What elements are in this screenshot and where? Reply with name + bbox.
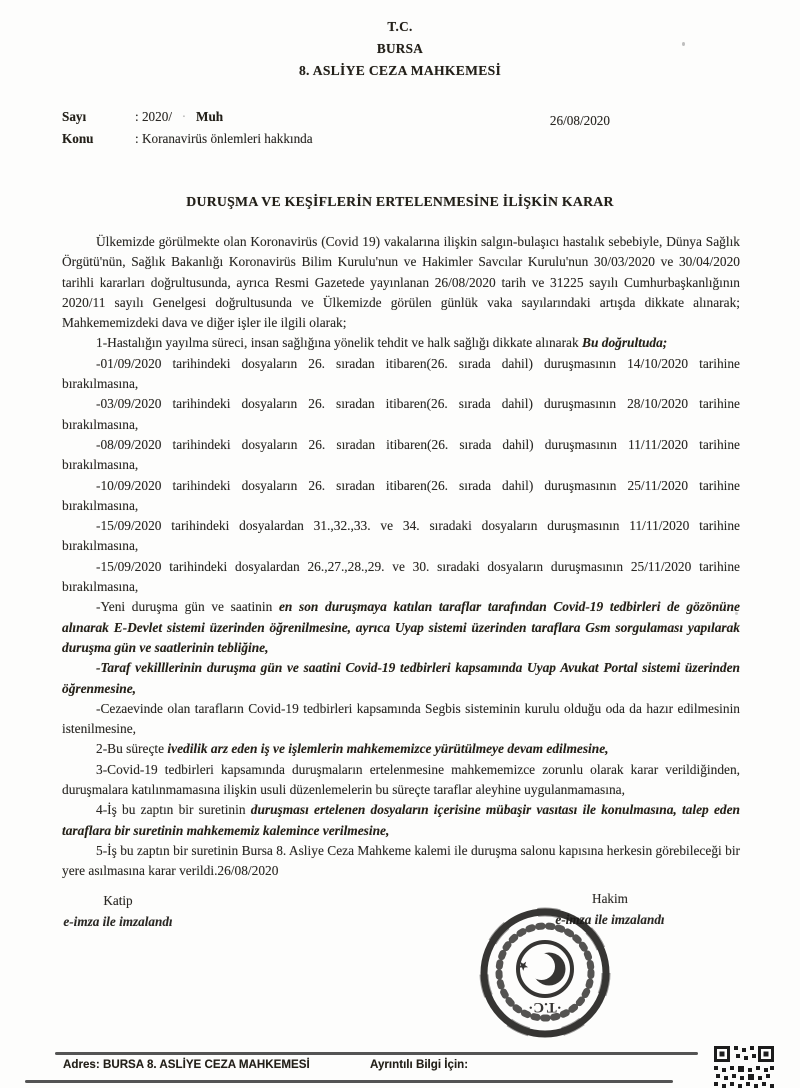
letterhead-city: BURSA [376, 41, 424, 56]
footer [63, 1058, 703, 1071]
footer-divider-bottom [25, 1080, 673, 1083]
letterhead-tc: T.C. [387, 19, 413, 34]
sayi-value: : 2020/ · Muh [135, 106, 223, 128]
paragraph-item-3: 3-Covid-19 tedbirleri kapsamında duruşmaların ertelenmesine mahkememizce zorunlu olarak karar verildiğinden, duruşmalara katılınmamasına ilişkin usuli düzenlemelerin bu süreçte taraflar aleyhine uygulanmamasına, [62, 761, 740, 798]
document-date: 26/08/2020 [549, 113, 610, 128]
qr-code-icon [712, 1044, 776, 1088]
clerk-esign-note: e-imza ile imzalandı [63, 914, 173, 929]
paragraph-item-1: 1-Hastalığın yayılma süreci, insan sağlığına yönelik tehdit ve halk sağlığı dikkate alınarak Bu doğrultuda; [96, 335, 668, 351]
clerk-role-label: Katip [103, 893, 133, 908]
footer-divider-top [55, 1052, 698, 1055]
clerk-signature-block [58, 890, 178, 932]
paragraph-postpone-6: -15/09/2020 tarihindeki dosyalardan 26.,27.,28.,29. ve 30. sıradaki dosyaların duruşmasının 25/11/2020 tarihine bırakılmasına, [62, 558, 740, 595]
judge-role-label: Hakim [592, 891, 628, 906]
crescent-star-icon [477, 905, 614, 1042]
meta-row-sayi [62, 106, 740, 128]
konu-label: Konu [62, 130, 94, 146]
decision-title: DURUŞMA VE KEŞİFLERİN ERTELENMESİNE İLİŞKİN KARAR [186, 194, 614, 209]
konu-value: : Koranavirüs önlemleri hakkında [135, 130, 313, 146]
scan-artifact [682, 42, 685, 46]
paragraph-item-2: 2-Bu süreçte ivedilik arz eden iş ve işlemlerin mahkememizce yürütülmeye devam edilmesine, [96, 741, 609, 757]
court-seal-stamp [477, 905, 614, 1042]
judge-esign-note: e-imza ile imzalandı [555, 912, 665, 927]
meta-row-konu [62, 128, 740, 150]
paragraph-new-date-notice: -Yeni duruşma gün ve saatinin en son duruşmaya katılan taraflar tarafından Covid-19 tedbirleri de gözönüne alınarak E-Devlet sistemi üzerinden öğrenilmesine, ayrıca Uyap sistemi üzerinden taraflara Gsm sorgulaması yapılarak duruşma gün ve saatlerinin tebliğine, [62, 599, 740, 655]
paragraph-postpone-4: -10/09/2020 tarihindeki dosyaların 26. sıradan itibaren(26. sırada dahil) duruşmasının 25/11/2020 tarihine bırakılmasına, [62, 477, 740, 513]
paragraph-item-5: 5-İş bu zaptın bir suretinin Bursa 8. Asliye Ceza Mahkeme kalemi ile duruşma salonu kapısına herkesin görebileceği bir yere asılmasına karar verildi.26/08/2020 [62, 842, 740, 879]
scan-artifact [735, 612, 738, 615]
paragraph-postpone-5: -15/09/2020 tarihindeki dosyalardan 31.,32.,33. ve 34. sıradaki dosyaların duruşmasının 11/11/2020 tarihine bırakılmasına, [62, 518, 740, 554]
footer-address: Adres: BURSA 8. ASLİYE CEZA MAHKEMESİ [63, 1058, 310, 1071]
document-body [62, 232, 740, 882]
meta-block [62, 106, 740, 149]
paragraph-prison-segbis: -Cezaevinde olan tarafların Covid-19 tedbirleri kapsamında Segbis sisteminin kurulu olduğu oda da hazır edilmesinin istenilmesine, [62, 700, 740, 737]
paragraph-postpone-1: -01/09/2020 tarihindeki dosyaların 26. sıradan itibaren(26. sırada dahil) duruşmasının 14/10/2020 tarihine bırakılmasına, [62, 355, 740, 392]
paragraph-lawyers-portal: -Taraf vekilllerinin duruşma gün ve saatini Covid-19 tedbirleri kapsamında Uyap Avukat Portal sistemi üzerinden öğrenmesine, [62, 660, 740, 696]
sayi-label: Sayı [62, 109, 87, 124]
paragraph-item-4: 4-İş bu zaptın bir suretinin duruşması ertelenen dosyaların içerisine mübaşir vasıtası ile konulmasına, talep eden taraflara bir suretinin mahkememiz kalemince verilmesine, [62, 802, 740, 838]
letterhead-court-name: 8. ASLİYE CEZA MAHKEMESİ [298, 63, 502, 78]
footer-info-label: Ayrıntılı Bilgi İçin: [370, 1058, 469, 1071]
letterhead [0, 16, 800, 82]
svg-text:·T.C·: ·T.C· [528, 999, 562, 1015]
paragraph-postpone-3: -08/09/2020 tarihindeki dosyaların 26. sıradan itibaren(26. sırada dahil) duruşmasının 11/11/2020 tarihine bırakılmasına, [62, 436, 740, 473]
paragraph-postpone-2: -03/09/2020 tarihindeki dosyaların 26. sıradan itibaren(26. sırada dahil) duruşmasının 28/10/2020 tarihine bırakılmasına, [62, 396, 740, 432]
paragraph-intro: Ülkemizde görülmekte olan Koronavirüs (Covid 19) vakalarına ilişkin salgın-bulaşıcı hastalık sebebiyle, Dünya Sağlık Örgütü'nün, Sağlık Bakanlığı Koronavirüs Bilim Kurulu'nun ve Hakimler Savcılar Kurulu'nun 30/03/2020 ve 30/04/2020 tarihli kararları doğrultusunda, ayrıca Resmi Gazetede yayınlanan 26/08/2020 tarih ve 31225 sayılı Cumhurbaşkanlığının 2020/11 sayılı Genelgesi doğrultusunda ve Ülkemizde görülen günlük vaka sayılarındaki artışda dikkate alınarak; Mahkememizdeki dava ve diğer işler ile ilgili olarak; [62, 234, 740, 331]
scan-artifact-dot: · [181, 109, 187, 124]
